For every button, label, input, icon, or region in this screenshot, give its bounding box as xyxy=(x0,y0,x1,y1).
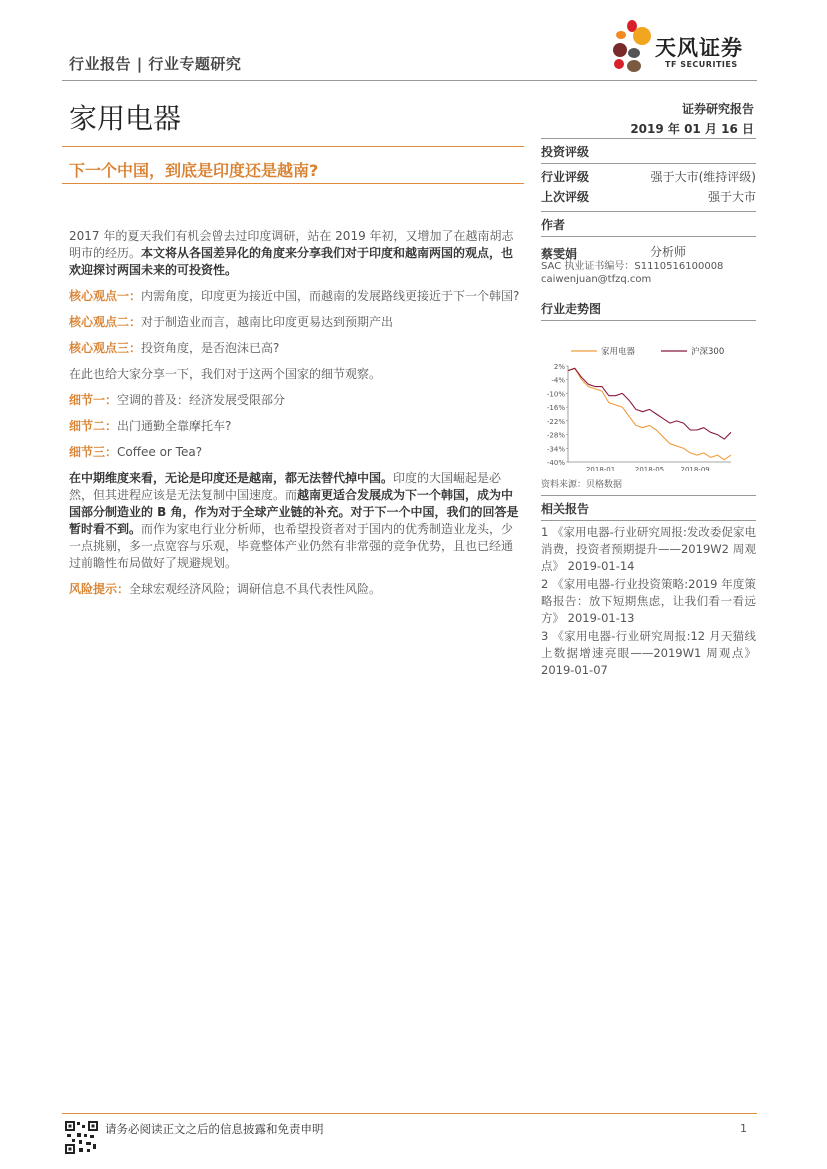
y-tick-label: -40% xyxy=(546,459,565,467)
chart-source: 资料来源：贝格数据 xyxy=(541,480,623,490)
rating-section xyxy=(541,138,756,206)
legend-label: 家用电器 xyxy=(601,347,636,357)
key-point-1: 核心观点一：内需角度，印度更为接近中国，而越南的发展路线更接近于下一个韩国? xyxy=(69,289,520,303)
detail-1: 细节一：空调的普及：经济发展受限部分 xyxy=(69,393,286,407)
company-logo xyxy=(608,18,758,74)
rating-row-previous: 上次评级 强于大市 xyxy=(541,189,756,204)
rating-heading: 投资评级 xyxy=(541,138,756,164)
report-title: 下一个中国，到底是印度还是越南? xyxy=(69,161,319,180)
header-divider xyxy=(62,80,757,81)
legend-label: 沪深300 xyxy=(691,347,725,357)
rating-row-current: 行业评级 强于大市(维持评级) xyxy=(541,169,756,184)
footer-divider xyxy=(62,1113,757,1114)
related-report-3[interactable]: 3 《家用电器-行业研究周报:12 月天猫线上数据增速亮眼——2019W1 周观点》 2019-01-07 xyxy=(541,629,756,677)
series-line xyxy=(568,368,731,459)
report-type: 证券研究报告 xyxy=(681,102,754,116)
page-number: 1 xyxy=(740,1122,747,1135)
author-heading: 作者 xyxy=(541,211,756,237)
y-tick-label: -34% xyxy=(546,445,565,454)
trend-chart xyxy=(541,321,756,471)
disclaimer-notice: 请务必阅读正文之后的信息披露和免责申明 xyxy=(105,1122,324,1136)
report-body xyxy=(69,228,521,607)
title-rule-bottom xyxy=(62,183,524,184)
intro-text: 2017 年的夏天我们有机会曾去过印度调研，站在 2019 年初，又增加了在越南胡志明市的经历。 xyxy=(69,229,514,260)
logo-name-en: TF SECURITIES xyxy=(665,60,738,69)
x-tick-label: 2018-05 xyxy=(634,466,665,471)
related-report-1[interactable]: 1 《家用电器-行业研究周报:发改委促家电消费，投资者预期提升——2019W2 周观点》 2019-01-14 xyxy=(541,525,756,573)
key-point-2: 核心观点二：对于制造业而言，越南比印度更易达到预期产出 xyxy=(69,315,394,329)
chart-heading: 行业走势图 xyxy=(541,300,756,321)
industry-title: 家用电器 xyxy=(69,102,182,135)
author-section xyxy=(541,211,756,286)
author-email[interactable]: caiwenjuan@tfzq.com xyxy=(541,274,652,285)
key-point-3: 核心观点三：投资角度，是否泡沫已高? xyxy=(69,341,280,355)
trend-chart-section xyxy=(541,300,756,490)
report-date: 2019 年 01 月 16 日 xyxy=(630,122,754,136)
x-tick-label: 2018-09 xyxy=(680,466,710,471)
detail-3: 细节三：Coffee or Tea? xyxy=(69,445,203,459)
author-role: 分析师 xyxy=(650,245,687,259)
report-category: 行业报告 | 行业专题研究 xyxy=(69,55,242,73)
risk-warning: 风险提示：全球宏观经济风险；调研信息不具代表性风险。 xyxy=(69,582,382,596)
qr-code-icon xyxy=(64,1120,99,1155)
y-tick-label: -16% xyxy=(546,404,565,413)
y-tick-label: -4% xyxy=(551,376,565,385)
x-tick-label: 2018-01 xyxy=(585,466,616,471)
transition-text: 在此也给大家分享一下，我们对于这两个国家的细节观察。 xyxy=(69,367,382,381)
y-tick-label: -28% xyxy=(546,431,565,440)
y-tick-label: -10% xyxy=(546,390,565,399)
intro-bold-text: 本文将从各国差异化的角度来分享我们对于印度和越南两国的观点，也欢迎探讨两国未来的可投资性。 xyxy=(69,246,514,277)
related-heading: 相关报告 xyxy=(541,495,756,521)
intro-paragraph xyxy=(69,228,521,279)
author-name: 蔡雯娟 xyxy=(541,247,578,261)
author-license: SAC 执业证书编号：S1110516100008 xyxy=(541,261,724,272)
detail-2: 细节二：出门通勤全靠摩托车? xyxy=(69,419,232,433)
y-tick-label: 2% xyxy=(553,363,565,371)
related-report-2[interactable]: 2 《家用电器-行业投资策略:2019 年度策略报告：放下短期焦虑，让我们看一看远方》 2019-01-13 xyxy=(541,577,756,625)
related-section xyxy=(541,495,756,679)
series-line xyxy=(568,368,731,439)
conclusion-paragraph: 在中期维度来看，无论是印度还是越南，都无法替代掉中国。印度的大国崛起是必然，但其进程应该是无法复制中国速度。而越南更适合发展成为下一个韩国，成为中国部分制造业的 B 角，作为对于全球产业链的补充。对于下一个中国，我们的回答是暂时看不到。而作为家电行业分析师，也希望投资者对于国内的优秀制造业龙头，少一点挑剔，多一点宽容与乐观，毕竟整体产业仍然有非常强的竞争优势，且也已经通过前瞻性布局做好了规避规划。 xyxy=(69,471,519,570)
y-tick-label: -22% xyxy=(546,417,565,426)
logo-name-cn: 天风证券 xyxy=(655,36,743,60)
title-rule-top xyxy=(62,146,524,147)
logo-mark-icon xyxy=(608,18,656,74)
